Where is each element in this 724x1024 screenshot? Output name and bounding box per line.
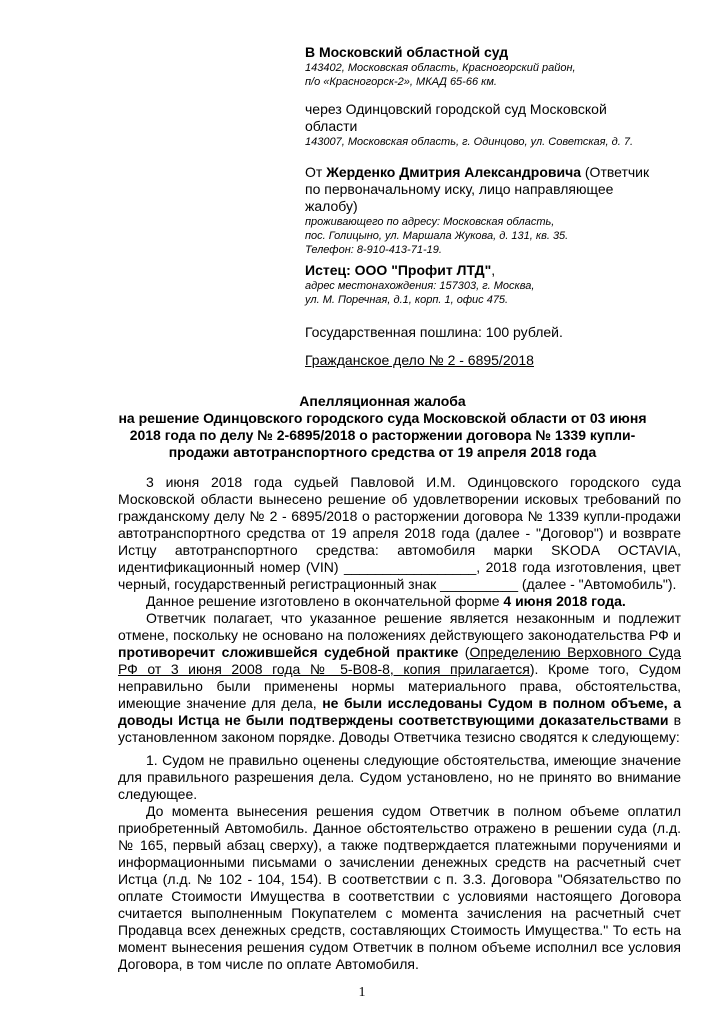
plaintiff-comma: ,	[491, 262, 496, 278]
court-line: В Московский областной суд	[305, 44, 509, 60]
from-role-2: по первоначальному иску, лицо направляющее	[305, 181, 614, 197]
fee-block	[305, 324, 705, 341]
title-line-1: Апелляционная жалоба	[299, 393, 466, 409]
from-phone: Телефон: 8-910-413-71-19.	[305, 244, 442, 256]
plaintiff-address-1: адрес местонахождения: 157303, г. Москва,	[305, 280, 535, 292]
case-number: Гражданское дело № 2 - 6895/2018	[305, 352, 534, 368]
from-role-3: жалобу)	[305, 198, 358, 214]
title-line-3: 2018 года по делу № 2-6895/2018 о расторжении договора № 1339 купли-	[129, 427, 636, 443]
state-fee: Государственная пошлина: 100 рублей.	[305, 324, 563, 340]
paragraph-3-part-c: (	[458, 644, 470, 660]
from-role-1: (Ответчик	[584, 164, 650, 180]
case-block	[305, 352, 705, 369]
from-block	[305, 164, 705, 257]
plaintiff-label: Истец: ООО "Профит ЛТД"	[305, 262, 492, 278]
via-address: 143007, Московская область, г. Одинцово, ул. Советская, д. 7.	[305, 136, 634, 148]
paragraph-2-date: 4 июня 2018 года.	[503, 593, 626, 609]
paragraph-2	[118, 593, 681, 610]
paragraph-3	[118, 610, 681, 746]
title-line-2: на решение Одинцовского городского суда Московской области от 03 июня	[118, 410, 647, 426]
from-prefix: От	[305, 164, 323, 180]
document-title	[95, 393, 670, 461]
paragraph-5: До момента вынесения решения судом Ответчик в полном объеме оплатил приобретенный Автомобиль. Данное обстоятельство отражено в решении суда (л.д. № 165, первый абзац сверху), а также подтверждается платежными поручениями и информационными письмами о зачислении денежных средств на расчетный счет Истца (л.д. № 102 - 104, 154). В соответствии с п. 3.3. Договора "Обязательство по оплате Стоимости Имущества в соответствии с условиями настоящего Договора считается выполненным Покупателем с момента зачисления на расчетный счет Продавца всех денежных средств, составляющих Стоимость Имущества." То есть на момент вынесения решения судом Ответчик в полном объеме исполнил все условия Договора, в том числе по оплате Автомобиля.	[118, 803, 681, 972]
court-address-2: п/о «Красногорск-2», МКАД 65-66 км.	[305, 76, 497, 88]
plaintiff-block	[305, 262, 705, 307]
paragraph-1: 3 июня 2018 года судьей Павловой И.М. Одинцовского городского суда Московской области вынесено решение об удовлетворении исковых требований по гражданскому делу № 2 - 6895/2018 о расторжении договора № 1339 купли-продажи автотранспортного средства от 19 апреля 2018 года (далее - "Договор") и возврате Истцу автотранспортного средства: автомобиля марки SKODA OCTAVIA, идентификационный номер (VIN) _________________, 2018 года изготовления, цвет черный, государственный регистрационный знак __________ (далее - "Автомобиль").	[118, 474, 681, 592]
paragraph-4: 1. Судом не правильно оценены следующие обстоятельства, имеющие значение для правильного разрешения дела. Судом установлено, но не принято во внимание следующее.	[118, 752, 681, 802]
court-address-1: 143402, Московская область, Красногорский район,	[305, 62, 576, 74]
plaintiff-line	[305, 262, 705, 279]
court-block	[305, 44, 705, 89]
title-line-4: продажи автотранспортного средства от 19 апреля 2018 года	[168, 444, 597, 460]
via-line-2: области	[305, 118, 358, 134]
plaintiff-address-2: ул. М. Поречная, д.1, корп. 1, офис 475.	[305, 294, 509, 306]
page-number: 1	[358, 985, 366, 1000]
paragraph-3-underlined: Определению Верховного Суда РФ от 3 июня 2008 года № 5-В08-8, копия прилагается	[118, 644, 681, 677]
via-line-1: через Одинцовский городской суд Московской	[305, 101, 607, 117]
paragraph-2-text: Данное решение изготовлено в окончательной форме	[146, 593, 504, 609]
from-line-1	[305, 164, 705, 181]
from-address-2: пос. Голицыно, ул. Маршала Жукова, д. 131, кв. 35.	[305, 230, 569, 242]
paragraph-3-part-a: Ответчик полагает, что указанное решение является незаконным и подлежит отмене, поскольку не основано на положениях действующего законодательства РФ и	[118, 610, 681, 643]
paragraph-3-part-g: в установленном законом порядке. Доводы Ответчика тезисно сводятся к следующему:	[118, 712, 682, 745]
paragraph-3-part-e: ). Кроме того, Судом неправильно были применены нормы материального права, обстоятельства, имеющие значение для дела,	[118, 661, 681, 711]
via-block	[305, 101, 705, 149]
document-body	[118, 474, 681, 973]
paragraph-3-bold-b: не были исследованы Судом в полном объеме, а доводы Истца не были подтверждены соответствующими доказательствами	[118, 695, 681, 728]
from-name: Жерденко Дмитрия Александровича	[326, 164, 581, 180]
from-address-1: проживающего по адресу: Московская область,	[305, 216, 555, 228]
paragraph-3-bold-a: противоречит сложившейся судебной практике	[118, 644, 459, 660]
